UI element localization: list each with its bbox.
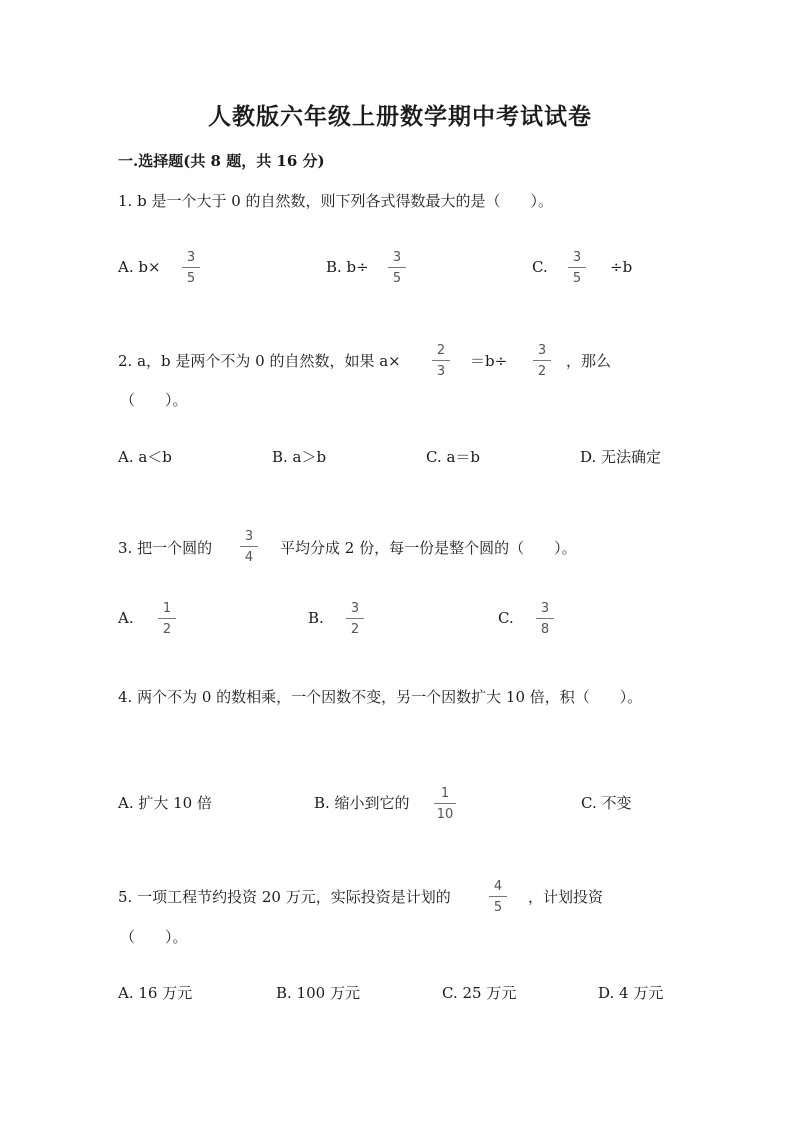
fraction-denominator: 5	[186, 271, 196, 286]
q1-option-a-label: A. b×	[118, 258, 161, 276]
fraction-bar	[489, 896, 507, 897]
fraction-denominator: 2	[537, 364, 547, 379]
question-2-stem-c: ，那么	[566, 352, 612, 370]
fraction-numerator: 1	[162, 601, 172, 616]
fraction-numerator: 3	[572, 250, 582, 265]
fraction-bar	[182, 267, 200, 268]
fraction-denominator: 3	[436, 364, 446, 379]
q3-option-a-fraction	[156, 601, 178, 637]
fraction-denominator: 10	[436, 807, 454, 822]
fraction-denominator: 5	[493, 900, 503, 915]
q4-option-b-fraction	[432, 786, 458, 822]
question-2-stem-b: ＝b÷	[470, 352, 508, 370]
fraction-numerator: 3	[186, 250, 196, 265]
fraction-numerator: 4	[493, 879, 503, 894]
question-5-stem-a: 5. 一项工程节约投资 20 万元，实际投资是计划的	[118, 888, 451, 906]
q2-fraction-2	[531, 343, 553, 379]
fraction-numerator: 3	[537, 343, 547, 358]
fraction-bar	[158, 618, 176, 619]
q2-option-d: D. 无法确定	[580, 448, 662, 466]
q1-option-c-fraction	[566, 250, 588, 286]
fraction-numerator: 3	[350, 601, 360, 616]
q2-fraction-1	[430, 343, 452, 379]
fraction-numerator: 3	[540, 601, 550, 616]
q2-option-c: C. a＝b	[426, 448, 481, 466]
q3-option-a-label: A.	[118, 609, 134, 627]
fraction-denominator: 8	[540, 622, 550, 637]
q5-option-b: B. 100 万元	[276, 984, 360, 1002]
q1-option-c-tail: ÷b	[610, 258, 633, 276]
fraction-numerator: 3	[244, 529, 254, 544]
q3-option-c-label: C.	[498, 609, 514, 627]
q5-option-a: A. 16 万元	[118, 984, 193, 1002]
page-title: 人教版六年级上册数学期中考试试卷	[208, 103, 592, 130]
question-3-stem-a: 3. 把一个圆的	[118, 539, 213, 557]
q3-option-b-fraction	[344, 601, 366, 637]
fraction-bar	[346, 618, 364, 619]
q2-option-a: A. a＜b	[118, 448, 172, 466]
fraction-denominator: 2	[350, 622, 360, 637]
question-1-stem: 1. b 是一个大于 0 的自然数，则下列各式得数最大的是（ ）。	[118, 192, 554, 210]
q4-option-c: C. 不变	[581, 794, 632, 812]
question-5-stem-b: ，计划投资	[528, 888, 604, 906]
q3-option-c-fraction	[534, 601, 556, 637]
q5-option-c: C. 25 万元	[442, 984, 517, 1002]
fraction-bar	[434, 803, 456, 804]
q4-option-a: A. 扩大 10 倍	[118, 794, 212, 812]
q4-option-b-label: B. 缩小到它的	[314, 794, 410, 812]
fraction-numerator: 2	[436, 343, 446, 358]
fraction-bar	[568, 267, 586, 268]
question-5-stem-c: （ ）。	[120, 928, 188, 946]
fraction-numerator: 3	[392, 250, 402, 265]
q2-option-b: B. a＞b	[272, 448, 327, 466]
fraction-numerator: 1	[440, 786, 450, 801]
fraction-bar	[432, 360, 450, 361]
fraction-denominator: 2	[162, 622, 172, 637]
q1-option-c-label: C.	[532, 258, 548, 276]
q1-option-a-fraction	[180, 250, 202, 286]
fraction-denominator: 5	[572, 271, 582, 286]
q1-option-b-fraction	[386, 250, 408, 286]
q1-option-b-label: B. b÷	[326, 258, 369, 276]
q5-option-d: D. 4 万元	[598, 984, 664, 1002]
fraction-denominator: 4	[244, 550, 254, 565]
fraction-bar	[533, 360, 551, 361]
question-4-stem: 4. 两个不为 0 的数相乘，一个因数不变，另一个因数扩大 10 倍，积（ ）。	[118, 688, 643, 706]
fraction-bar	[240, 546, 258, 547]
q5-stem-fraction	[487, 879, 509, 915]
question-2-stem-a: 2. a，b 是两个不为 0 的自然数，如果 a×	[118, 352, 401, 370]
fraction-bar	[388, 267, 406, 268]
question-2-stem-d: （ ）。	[120, 391, 188, 409]
q3-stem-fraction	[238, 529, 260, 565]
fraction-bar	[536, 618, 554, 619]
fraction-denominator: 5	[392, 271, 402, 286]
question-3-stem-b: 平均分成 2 份，每一份是整个圆的（ ）。	[280, 539, 577, 557]
section-heading: 一.选择题(共 8 题，共 16 分)	[118, 152, 325, 170]
q3-option-b-label: B.	[308, 609, 324, 627]
